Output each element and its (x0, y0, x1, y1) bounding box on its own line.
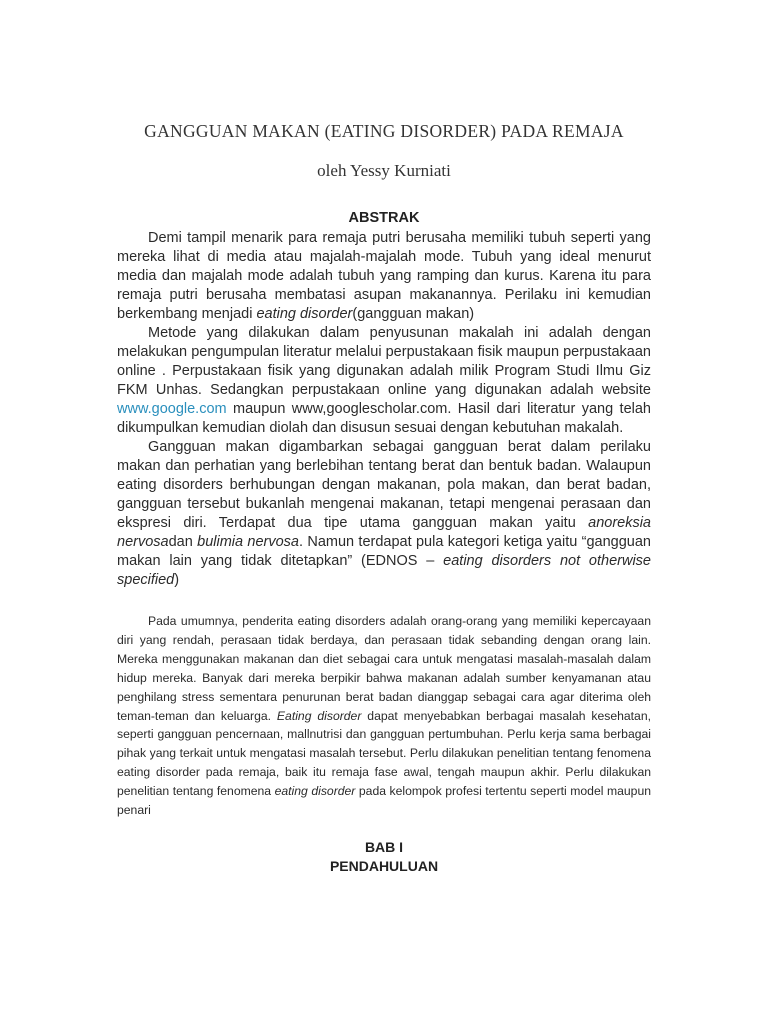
paragraph-4: Pada umumnya, penderita eating disorders adalah orang-orang yang memiliki kepercayaan diri yang rendah, perasaan tidak berdaya, dan perasaan tidak sebanding dengan orang lain. Mereka menggunakan makanan dan diet sebagai cara untuk mengatasi masalah-masalah dalam hidup mereka. Banyak dari mereka berpikir bahwa makanan adalah sumber kenyamanan atau penghilang stress sementara penurunan berat badan dianggap sebagai cara agar diterima oleh teman-teman dan keluarga. Eating disorder dapat menyebabkan berbagai masalah kesehatan, seperti gangguan pencernaan, mallnutrisi dan gangguan pertumbuhan. Perlu kerja sama berbagai pihak yang terkait untuk mengatasi masalah tersebut. Perlu dilakukan penelitian tentang fenomena eating disorder pada remaja, baik itu remaja fase awal, tengah maupun akhir. Perlu dilakukan penelitian tentang fenomena eating disorder pada kelompok profesi tertentu seperti model maupun penari (117, 614, 652, 818)
italic-term: eating disorder (256, 306, 353, 322)
chapter-heading (0, 838, 768, 876)
abstract-body (117, 229, 651, 590)
chapter-number: BAB I (364, 839, 404, 855)
google-link[interactable]: www.google.com (117, 401, 227, 417)
italic-term: anoreksia nervosa (117, 515, 651, 550)
abstract-body-small (117, 612, 651, 820)
italic-term: Eating disorder (276, 708, 362, 723)
document-author: oleh Yessy Kurniati (317, 161, 451, 180)
chapter-title: PENDAHULUAN (329, 858, 439, 874)
document-title: GANGGUAN MAKAN (EATING DISORDER) PADA REMAJA (144, 121, 624, 141)
paragraph-2: Metode yang dilakukan dalam penyusunan makalah ini adalah dengan melakukan pengumpulan literatur melalui perpustakaan fisik maupun perpustakaan online . Perpustakaan fisik yang digunakan adalah milik Program Studi Ilmu Giz FKM Unhas. Sedangkan perpustakaan online yang digunakan adalah website www.google.com maupun www,googlescholar.com. Hasil dari literatur yang telah dikumpulkan kemudian diolah dan disusun sesuai dengan kebutuhan makalah. (117, 325, 651, 436)
italic-term: bulimia nervosa (197, 534, 299, 550)
paragraph-3: Gangguan makan digambarkan sebagai gangguan berat dalam perilaku makan dan perhatian yang berlebihan tentang berat dan bentuk badan. Walaupun eating disorders berhubungan dengan makanan, pola makan, dan berat badan, gangguan tersebut bukanlah mengenai makanan, tetapi mengenai perasaan dan ekspresi diri. Terdapat dua tipe utama gangguan makan yaitu anoreksia nervosadan bulimia nervosa. Namun terdapat pula kategori ketiga yaitu “gangguan makan lain yang tidak ditetapkan” (EDNOS – eating disorders not otherwise specified) (117, 439, 651, 588)
italic-term: eating disorders not otherwise specified (117, 553, 651, 588)
paragraph-1: Demi tampil menarik para remaja putri berusaha memiliki tubuh seperti yang mereka lihat di media atau majalah-majalah mode. Tubuh yang ideal menurut media dan majalah mode adalah tubuh yang ramping dan kurus. Karena itu para remaja putri berusaha membatasi asupan makanannya. Perilaku ini kemudian berkembang menjadi eating disorder(gangguan makan) (117, 230, 651, 322)
abstract-heading: ABSTRAK (348, 210, 420, 226)
italic-term: eating disorder (274, 784, 356, 799)
